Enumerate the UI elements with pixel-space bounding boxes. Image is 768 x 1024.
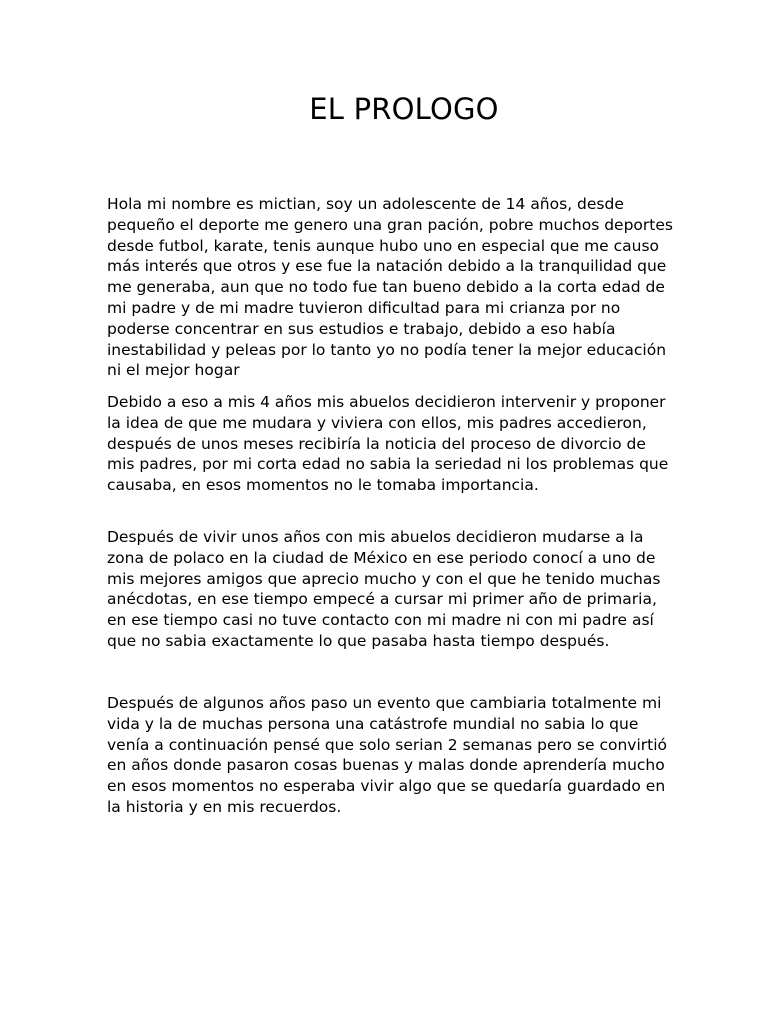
text-line: poderse concentrar en sus estudios e trabajo, debido a eso había [107, 319, 616, 338]
text-line: en esos momentos no esperaba vivir algo que se quedaría guardado en [107, 777, 666, 796]
text-line: ni el mejor hogar [107, 361, 240, 380]
paragraph-4 [107, 693, 667, 818]
text-line: más interés que otros y ese fue la natación debido a la tranquilidad que [107, 257, 667, 276]
text-line: Debido a eso a mis 4 años mis abuelos decidieron intervenir y proponer [107, 393, 666, 411]
text-line: en años donde pasaron cosas buenas y malas donde aprendería mucho [107, 756, 665, 775]
text-line: venía a continuación pensé que solo serian 2 semanas pero se convirtió [107, 735, 668, 754]
text-line: que no sabia exactamente lo que pasaba hasta tiempo después. [107, 631, 610, 650]
text-line: después de unos meses recibiría la noticia del proceso de divorcio de [107, 434, 646, 453]
text-line: zona de polaco en la ciudad de México en ese periodo conocí a uno de [107, 548, 656, 567]
text-line: Después de vivir unos años con mis abuelos decidieron mudarse a la [107, 528, 644, 546]
page-title: EL PROLOGO [309, 92, 499, 126]
text-line: anécdotas, en ese tiempo empecé a cursar mi primer año de primaria, [107, 590, 657, 609]
text-line: inestabilidad y peleas por lo tanto yo no podía tener la mejor educación [107, 340, 667, 359]
text-line: la idea de que me mudara y viviera con ellos, mis padres accedieron, [107, 413, 647, 432]
text-line: mis padres, por mi corta edad no sabia la seriedad ni los problemas que [107, 455, 669, 474]
text-line: Después de algunos años paso un evento que cambiaria totalmente mi [107, 694, 662, 712]
paragraph-1 [107, 194, 673, 381]
text-line: me generaba, aun que no todo fue tan bueno debido a la corta edad de [107, 278, 665, 297]
text-line: en ese tiempo casi no tuve contacto con mi madre ni con mi padre así [107, 611, 654, 630]
text-line: pequeño el deporte me genero una gran pación, pobre muchos deportes [107, 215, 673, 234]
text-line: vida y la de muchas persona una catástrofe mundial no sabia lo que [107, 714, 639, 733]
text-line: Hola mi nombre es mictian, soy un adolescente de 14 años, desde [107, 195, 624, 213]
paragraph-3 [107, 527, 667, 652]
paragraph-2 [107, 392, 667, 496]
text-line: la historia y en mis recuerdos. [107, 797, 342, 816]
text-line: causaba, en esos momentos no le tomaba importancia. [107, 476, 539, 495]
text-line: mis mejores amigos que aprecio mucho y con el que he tenido muchas [107, 569, 661, 588]
text-line: mi padre y de mi madre tuvieron dificultad para mi crianza por no [107, 298, 621, 317]
text-line: desde futbol, karate, tenis aunque hubo uno en especial que me causo [107, 236, 660, 255]
